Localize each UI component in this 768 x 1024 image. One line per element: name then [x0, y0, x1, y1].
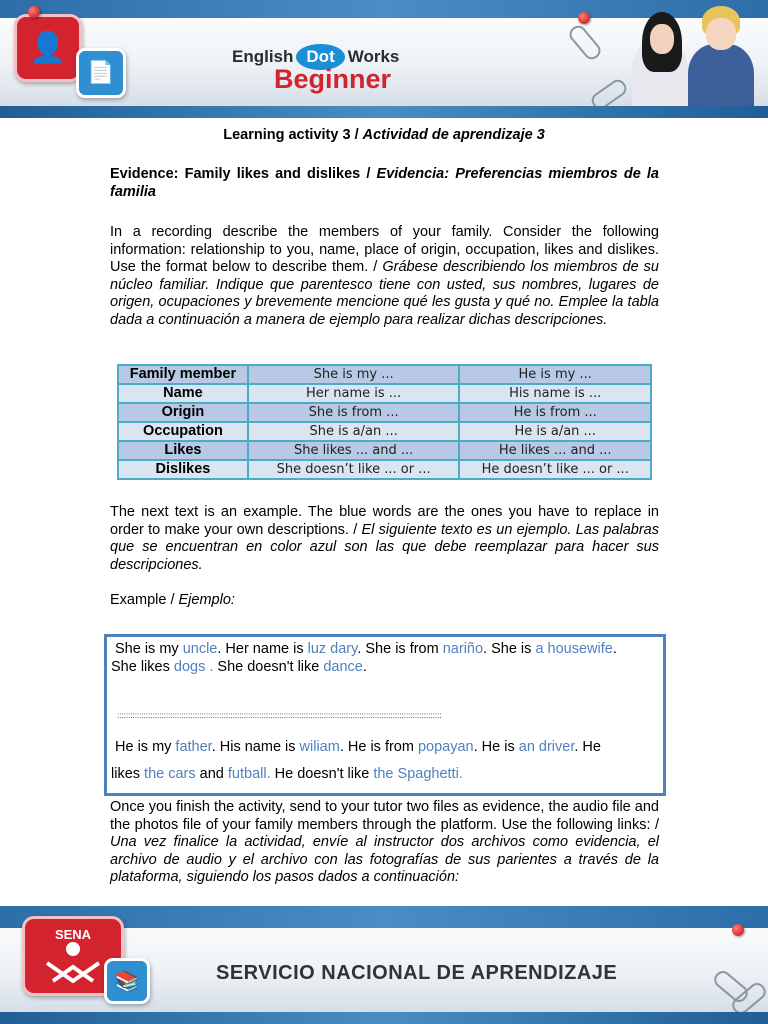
- example-blue-word: an driver: [518, 739, 575, 755]
- books-icon: 📚: [104, 958, 150, 1004]
- example-text: She is my: [115, 641, 183, 657]
- table-header-cell: Family member: [118, 365, 248, 384]
- closing-paragraph: [110, 799, 659, 887]
- example-blue-word: futball.: [227, 766, 271, 782]
- example-text: She doesn't like: [213, 659, 324, 675]
- example-blue-word: nariño: [442, 641, 484, 657]
- example-blue-word: dogs .: [173, 659, 214, 675]
- example-text: . She is from: [357, 641, 443, 657]
- example-text: . He: [574, 739, 601, 755]
- example-text: . He is: [473, 739, 519, 755]
- table-cell: He doesn’t like ... or ...: [459, 460, 651, 479]
- table-cell: She likes ... and ...: [248, 441, 460, 460]
- table-cell: Dislikes: [118, 460, 248, 479]
- table-cell: He likes ... and ...: [459, 441, 651, 460]
- example-blue-word: a housewife: [535, 641, 613, 657]
- example-separator: ::::::::::::::::::::::::::::::::::::::::::::::::::::::::::::::::::::::::::::::::::::::::::::::::::::::::::::::::::::::::::::::::::::::::::::::::::: [117, 713, 442, 719]
- example-she-line1: [115, 640, 655, 658]
- evidence-heading: [110, 166, 659, 201]
- example-blue-word: uncle: [182, 641, 218, 657]
- table-cell: He is from ...: [459, 403, 651, 422]
- table-cell: Her name is ...: [248, 384, 460, 403]
- evidence-en: Evidence: Family likes and dislikes /: [110, 166, 377, 182]
- example-blue-word: the Spaghetti.: [373, 766, 463, 782]
- header-stripe-bottom: [0, 106, 768, 118]
- table-row: [118, 403, 651, 422]
- example-text: likes: [111, 766, 145, 782]
- example-text: . Her name is: [217, 641, 308, 657]
- example-box: [104, 634, 666, 796]
- table-cell: Likes: [118, 441, 248, 460]
- example-blue-word: luz dary: [307, 641, 358, 657]
- person-lock-icon: 👤: [14, 14, 82, 82]
- example-blue-word: wiliam: [299, 739, 340, 755]
- example-label: [110, 592, 659, 610]
- table-header-cell: She is my ...: [248, 365, 460, 384]
- table-cell: She is a/an ...: [248, 422, 460, 441]
- pushpin-icon: [578, 12, 590, 24]
- brand-suffix: Works: [347, 47, 400, 66]
- document-icon: 📄: [76, 48, 126, 98]
- brand-dot: Dot: [296, 44, 344, 70]
- example-he-line1: [115, 738, 655, 756]
- table-cell: Occupation: [118, 422, 248, 441]
- boy-face: [706, 18, 736, 50]
- family-format-table: [117, 364, 652, 480]
- header-banner: [0, 0, 768, 118]
- example-text: .: [612, 641, 617, 657]
- example-blue-word: popayan: [417, 739, 474, 755]
- table-row: [118, 384, 651, 403]
- example-text: . His name is: [211, 739, 300, 755]
- example-text: She likes: [111, 659, 174, 675]
- example-text: He is my: [115, 739, 176, 755]
- outro-es: Una vez finalice la actividad, envíe al instructor dos archivos como evidencia, el archivo de audio y el archivo con las fotografías de sus parientes a través de la plataforma, siguiendo los pasos dados a continuación:: [110, 834, 659, 885]
- institution-name: SERVICIO NACIONAL DE APRENDIZAJE: [216, 962, 618, 984]
- evidence-es: Evidencia: Preferencias miembros de la familia: [110, 166, 659, 200]
- example-text: . She is: [483, 641, 536, 657]
- title-en: Learning activity 3 /: [223, 127, 363, 143]
- activity-title: [0, 127, 768, 143]
- example-he-line2: [111, 765, 651, 783]
- next-en: The next text is an example. The blue words are the ones you have to replace in order to make your own descriptions. /: [110, 504, 659, 538]
- next-es: El siguiente texto es un ejemplo. Las palabras que se encuentran en color azul son las que debe reemplazar para hacer sus descripciones.: [110, 521, 659, 573]
- table-cell: He is a/an ...: [459, 422, 651, 441]
- level-label: Beginner: [274, 64, 392, 94]
- table-row: [118, 422, 651, 441]
- example-blue-word: the cars: [144, 766, 196, 782]
- example-text: and: [195, 766, 228, 782]
- girl-face: [650, 24, 674, 54]
- table-cell: Origin: [118, 403, 248, 422]
- table-row: [118, 441, 651, 460]
- example-text: .: [362, 659, 367, 675]
- table-row: [118, 460, 651, 479]
- table-cell: His name is ...: [459, 384, 651, 403]
- intro-es: Grábese describiendo los miembros de su núcleo familiar. Indique que parentesco tiene con usted, sus nombres, lugares de origen, ocupaciones y brevemente mencione qué les gusta y qué no. Emplee la tabla dada a continuación a manera de ejemplo para realizar dichas descripciones.: [110, 259, 659, 328]
- outro-en: Once you finish the activity, send to your tutor two files as evidence, the audio file and the photos file of your family members through the platform. Use the following links: /: [110, 799, 659, 833]
- sena-logo-text: SENA: [54, 927, 92, 942]
- title-es: Actividad de aprendizaje 3: [362, 127, 545, 143]
- example-blue-word: father: [175, 739, 212, 755]
- table-header-cell: He is my ...: [459, 365, 651, 384]
- brand-logo: [232, 40, 472, 100]
- brand-prefix: English: [232, 47, 294, 66]
- pushpin-icon: [732, 924, 744, 936]
- table-cell: She doesn’t like ... or ...: [248, 460, 460, 479]
- example-label-es: Ejemplo:: [178, 592, 235, 608]
- students-illustration: [628, 4, 758, 118]
- example-text: He doesn't like: [270, 766, 374, 782]
- instructions-paragraph: [110, 504, 659, 574]
- pushpin-icon: [28, 6, 40, 18]
- table-cell: She is from ...: [248, 403, 460, 422]
- footer-banner: [0, 906, 768, 1024]
- intro-paragraph: [110, 224, 659, 329]
- example-blue-word: dance: [323, 659, 363, 675]
- table-cell: Name: [118, 384, 248, 403]
- example-she-line2: [111, 658, 651, 676]
- intro-en: In a recording describe the members of your family. Consider the following information: relationship to you, name, place of origin, occupation, likes and dislikes. Use the format below to describe them. /: [110, 224, 659, 275]
- example-label-en: Example /: [110, 592, 179, 608]
- example-text: . He is from: [339, 739, 418, 755]
- footer-stripe-bottom: [0, 1012, 768, 1024]
- paperclip-icon: [566, 22, 603, 62]
